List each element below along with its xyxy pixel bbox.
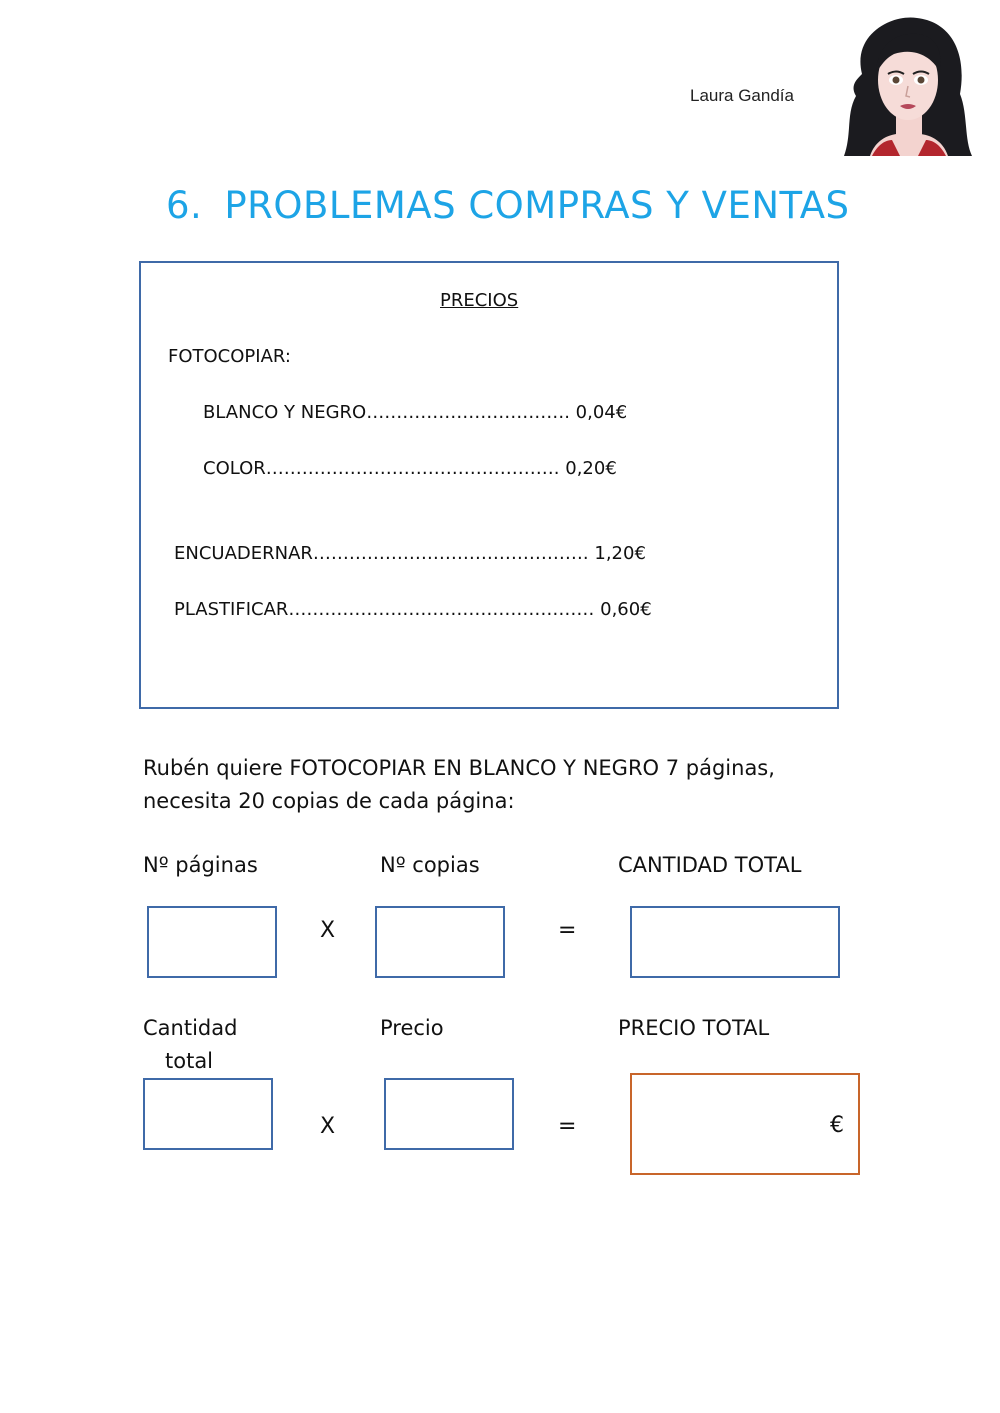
label-quantity-total: CANTIDAD TOTAL xyxy=(618,853,802,877)
price-bw: BLANCO Y NEGRO……………………………. 0,04€ xyxy=(203,402,628,423)
input-price-total[interactable] xyxy=(630,1073,860,1175)
label-qty-line2: total xyxy=(165,1049,214,1073)
times-operator: X xyxy=(320,1114,336,1139)
photocopy-label: FOTOCOPIAR: xyxy=(168,346,291,367)
equals-operator: = xyxy=(558,1114,577,1139)
equals-operator: = xyxy=(558,918,577,943)
times-operator: X xyxy=(320,918,336,943)
title-text: PROBLEMAS COMPRAS Y VENTAS xyxy=(224,184,850,227)
author-name: Laura Gandía xyxy=(690,86,794,105)
label-qty-line1: Cantidad xyxy=(143,1016,238,1040)
problem-line-2: necesita 20 copias de cada página: xyxy=(143,789,515,813)
input-quantity-total[interactable] xyxy=(630,906,840,978)
problem-statement xyxy=(143,752,863,818)
input-pages[interactable] xyxy=(147,906,277,978)
input-copies[interactable] xyxy=(375,906,505,978)
input-price[interactable] xyxy=(384,1078,514,1150)
price-list-box xyxy=(139,261,839,709)
page-title xyxy=(166,184,850,227)
label-pages: Nº páginas xyxy=(143,853,258,877)
price-color: COLOR…………………………………………. 0,20€ xyxy=(203,458,617,479)
girl-avatar-icon xyxy=(842,14,974,156)
problem-line-1: Rubén quiere FOTOCOPIAR EN BLANCO Y NEGRO 7 páginas, xyxy=(143,756,775,780)
prices-heading: PRECIOS xyxy=(440,290,519,311)
input-quantity[interactable] xyxy=(143,1078,273,1150)
price-laminate: PLASTIFICAR…………………………………………… 0,60€ xyxy=(174,599,652,620)
label-copies: Nº copias xyxy=(380,853,480,877)
label-price: Precio xyxy=(380,1016,444,1040)
label-price-total: PRECIO TOTAL xyxy=(618,1016,770,1040)
price-bind: ENCUADERNAR………………………………………. 1,20€ xyxy=(174,543,646,564)
euro-symbol: € xyxy=(830,1113,844,1138)
title-number: 6. xyxy=(166,184,203,227)
